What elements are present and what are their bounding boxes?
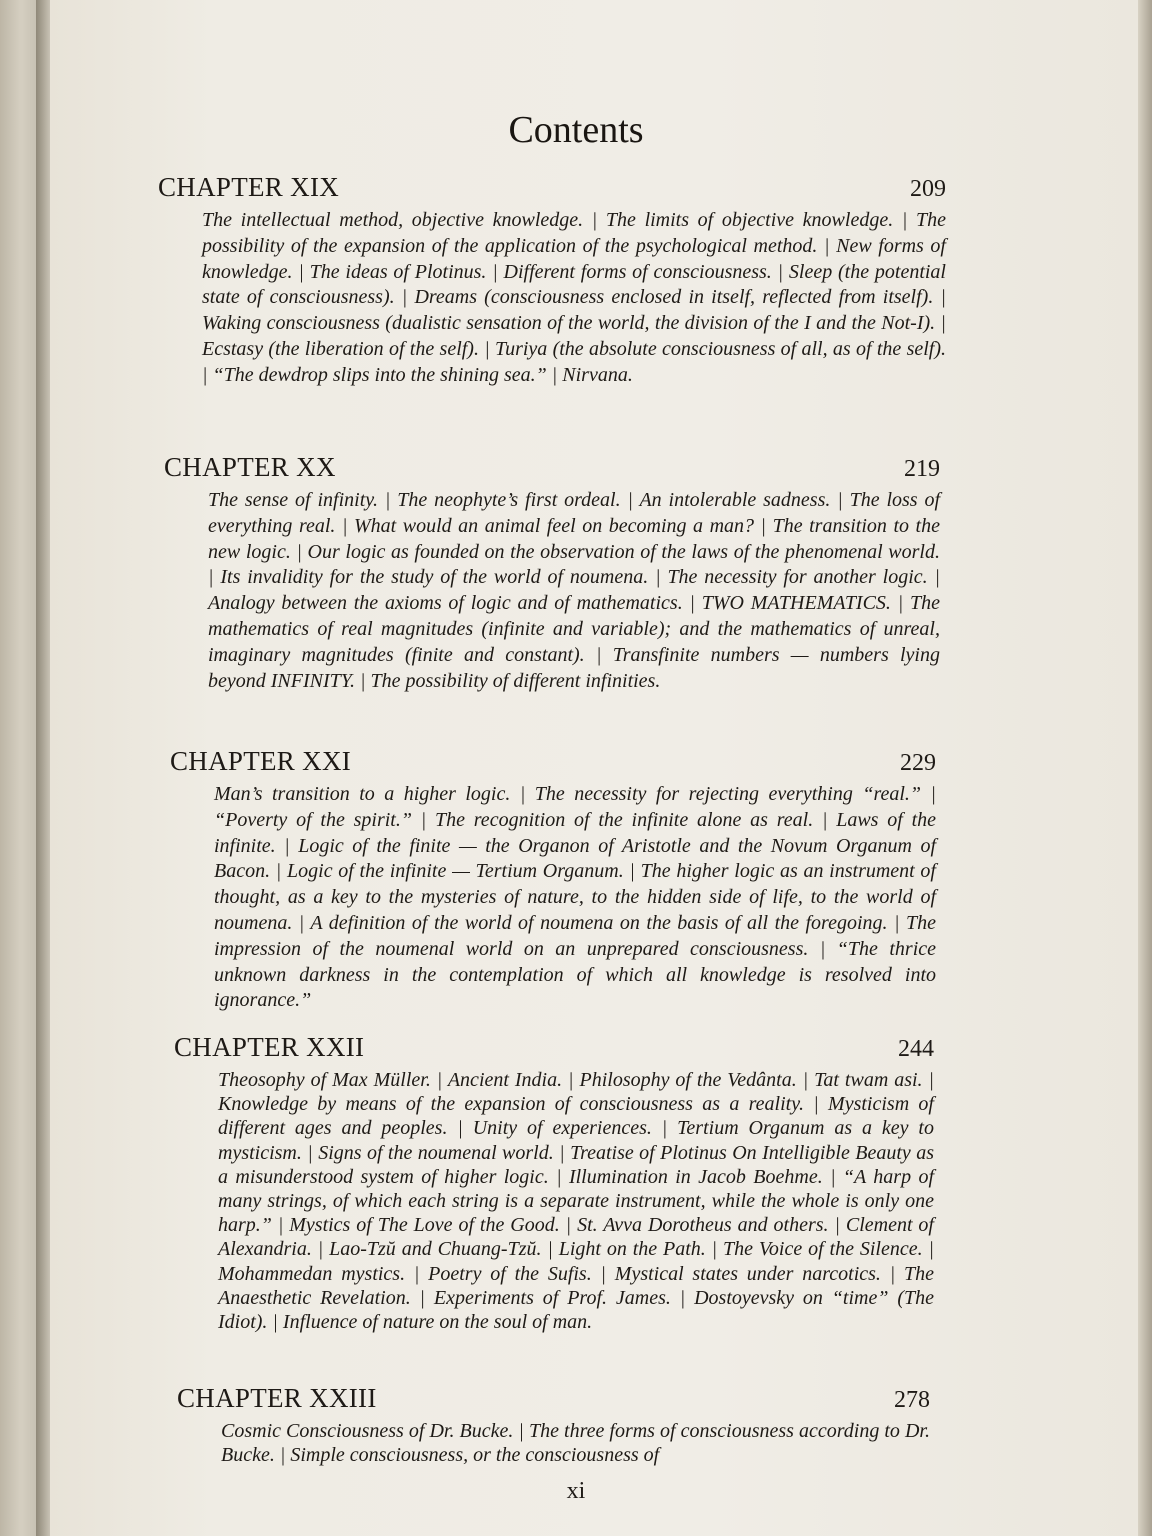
chapter-summary: Theosophy of Max Müller. | Ancient India. | Philosophy of the Vedânta. | Tat twam asi. | Knowledge by means of the expansion of consciousness as a reality. | Mysticism of different ages and peoples. | Unity of experiences. | Tertium Organum as a key to mysticism. | Signs of the noumenal world. | Treatise of Plotinus On Intelligible Beauty as a misunderstood system of higher logic. | Illumination in Jacob Boehme. | “A harp of many strings, of which each string is a separate instrument, while the whole is only one harp.” | Mystics of The Love of the Good. | St. Avva Dorotheus and others. | Clement of Alexandria. | Lao-Tzŭ and Chuang-Tzŭ. | Light on the Path. | The Voice of the Silence. | Mohammedan mystics. | Poetry of the Sufis. | Mystical states under narcotics. | The Anaesthetic Revelation. | Experiments of Prof. James. | Dostoyevsky on “time” (The Idiot). | Influence of nature on the soul of man. <box>218 1069 934 1334</box>
chapter-page-number: 229 <box>900 750 936 776</box>
chapter-page-number: 219 <box>904 456 940 482</box>
chapter-entry-xxiii <box>177 1383 930 1467</box>
chapter-summary: Man’s transition to a higher logic. | The necessity for rejecting everything “real.” | “Poverty of the spirit.” | The recognition of the infinite alone as real. | Laws of the infinite. | Logic of the finite — the Organon of Aristotle and the Novum Organum of Bacon. | Logic of the infinite — Tertium Organum. | The higher logic as an instrument of thought, as a key to the mysteries of nature, to the hidden side of life, to the world of noumena. | A definition of the world of noumena on the basis of all the foregoing. | The impression of the noumenal world on an unprepared consciousness. | “The thrice unknown darkness in the contemplation of which all knowledge is resolved into ignorance.” <box>214 783 936 1012</box>
chapter-title: CHAPTER XXIII <box>177 1383 377 1413</box>
chapter-summary: The sense of infinity. | The neophyte’s first ordeal. | An intolerable sadness. | The loss of everything real. | What would an animal feel on becoming a man? | The transition to the new logic. | Our logic as founded on the observation of the laws of the phenomenal world. | Its invalidity for the study of the world of noumena. | The necessity for another logic. | Analogy between the axioms of logic and of mathematics. | TWO MATHEMATICS. | The mathematics of real magnitudes (infinite and variable); and the mathematics of unreal, imaginary magnitudes (finite and constant). | Transfinite numbers — numbers lying beyond INFINITY. | The possibility of different infinities. <box>208 489 940 692</box>
chapter-title: CHAPTER XXII <box>174 1032 365 1062</box>
chapter-page-number: 209 <box>910 176 946 202</box>
page-title: Contents <box>508 109 644 151</box>
chapter-title: CHAPTER XX <box>164 452 336 482</box>
chapter-title: CHAPTER XIX <box>158 172 340 202</box>
page-edge <box>1138 0 1152 1536</box>
chapter-page-number: 244 <box>898 1036 934 1062</box>
chapter-page-number: 278 <box>894 1387 930 1413</box>
adjacent-page-edge <box>0 0 38 1536</box>
chapter-entry-xxii <box>174 1032 934 1334</box>
chapter-entry-xxi <box>170 746 936 1014</box>
chapter-summary: The intellectual method, objective knowledge. | The limits of objective knowledge. | The possibility of the expansion of the application of the psychological method. | New forms of knowledge. | The ideas of Plotinus. | Different forms of consciousness. | Sleep (the potential state of consciousness). | Dreams (consciousness enclosed in itself, reflected from itself). | Waking consciousness (dualistic sensation of the world, the division of the I and the Not-I). | Ecstasy (the liberation of the self). | Turiya (the absolute consciousness of all, as of the self). | “The dewdrop slips into the shining sea.” | Nirvana. <box>202 209 946 386</box>
chapter-entry-xix <box>158 172 946 389</box>
folio-page-number: xi <box>566 1478 586 1504</box>
chapter-title: CHAPTER XXI <box>170 746 352 776</box>
chapter-entry-xx <box>164 452 940 694</box>
chapter-summary: Cosmic Consciousness of Dr. Bucke. | The three forms of consciousness according to Dr. Bucke. | Simple consciousness, or the consciousness of <box>221 1420 930 1466</box>
